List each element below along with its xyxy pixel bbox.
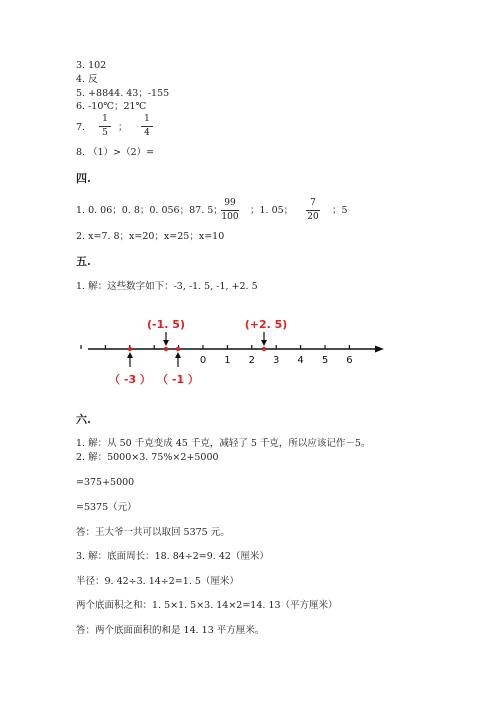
label-neg3: （ -3 ） [109, 373, 151, 386]
answer-6-9: 答：两个底面面积的和是 14. 13 平方厘米。 [76, 625, 265, 636]
number-line-tick-label: 5 [321, 355, 329, 366]
fraction-denominator: 100 [221, 212, 239, 222]
number-line-tick-label: 2 [248, 355, 255, 366]
answer-7-prefix: 7. [76, 122, 86, 133]
label-pos2-5: (+2. 5) [244, 318, 288, 331]
answer-6: 6. -10℃；21℃ [76, 101, 147, 112]
answer-5-1: 1. 解：这些数字如下：-3, -1. 5, -1, +2. 5 [76, 281, 258, 292]
number-line-tick-label: 4 [297, 355, 304, 366]
fraction-numerator: 7 [310, 198, 316, 208]
number-line-arrowhead [375, 346, 384, 353]
point-neg1-5 [164, 347, 168, 351]
number-line-tick-label: 3 [273, 355, 280, 366]
answer-4-1-part3: ；5 [332, 205, 348, 216]
answer-5: 5. +8844. 43；-155 [76, 88, 170, 99]
fraction-denominator: 20 [307, 212, 319, 222]
answer-4-2: 2. x=7. 8；x=20；x=25；x=10 [76, 231, 225, 242]
section-heading-5: 五. [76, 255, 91, 268]
number-line-tick-label: 6 [346, 355, 353, 366]
number-line-tick-label: 1 [224, 355, 231, 366]
answer-7-separator: ； [118, 122, 128, 133]
arrow-neg3-head [127, 352, 133, 358]
answer-4: 4. 反 [76, 74, 98, 85]
fraction-numerator: 99 [224, 198, 236, 208]
answer-6-1: 1. 解：从 50 千克变成 45 千克，减轻了 5 千克，所以应该记作－5。 [76, 438, 371, 449]
arrow-pos2-5-head [261, 340, 267, 346]
answer-4-1-part1: 1. 0. 06；0. 8；0. 056；87. 5； [76, 205, 223, 216]
answer-3: 3. 102 [76, 60, 107, 71]
label-neg1: （ -1 ） [157, 373, 199, 386]
section-heading-4: 四. [76, 172, 91, 185]
fraction-denominator: 4 [144, 128, 150, 138]
answer-6-4: =5375（元） [76, 502, 137, 513]
point-neg1 [176, 347, 180, 351]
fraction-numerator: 1 [144, 114, 150, 124]
fraction-numerator: 1 [102, 114, 108, 124]
point-pos2-5 [262, 347, 266, 351]
label-neg1-5: (-1. 5) [147, 318, 185, 331]
point-neg3 [128, 347, 132, 351]
answer-6-7: 半径：9. 42÷3. 14÷2=1. 5（厘米） [76, 576, 239, 587]
fraction-denominator: 5 [102, 128, 108, 138]
section-heading-6: 六. [76, 413, 91, 426]
arrow-neg1-head [175, 352, 181, 358]
answer-6-5: 答：王大爷一共可以取回 5375 元。 [76, 527, 230, 538]
answer-6-6: 3. 解：底面周长：18. 84÷2=9. 42（厘米） [76, 551, 269, 562]
arrow-neg1-5-head [163, 340, 169, 346]
answer-4-1-part2: ；1. 05； [250, 205, 294, 216]
answer-6-3: =375+5000 [76, 477, 135, 488]
answer-6-8: 两个底面积之和：1. 5×1. 5×3. 14×2=14. 13（平方厘米） [76, 600, 338, 611]
number-line-tick-label: 0 [199, 355, 207, 366]
answer-6-2: 2. 解：5000×3. 75%×2+5000 [76, 452, 219, 463]
answer-8: 8. （1）>（2）= [76, 147, 155, 158]
